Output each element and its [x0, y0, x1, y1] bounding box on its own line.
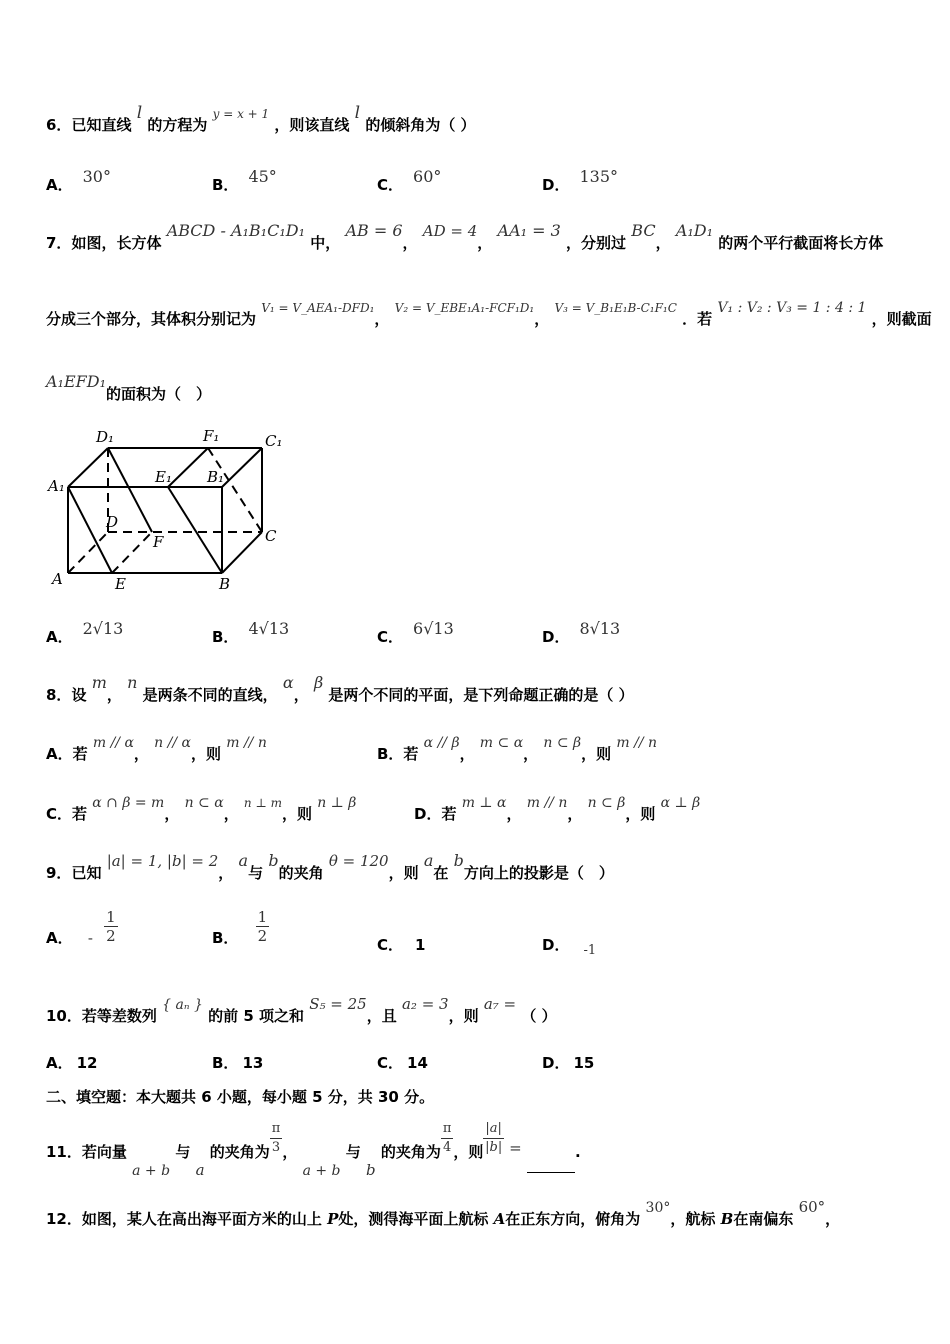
q8-option-d[interactable]: D．若 m ⊥ α， m // n， n ⊂ β，则 α ⊥ β	[414, 795, 701, 823]
label-a: A	[52, 570, 63, 588]
q9-option-c[interactable]: C． 1	[377, 936, 426, 954]
q7-number: 7．	[46, 234, 72, 252]
q8-option-b[interactable]: B．若 α // β， m ⊂ α， n ⊂ β，则 m // n	[377, 735, 658, 763]
label-a1: A₁	[48, 477, 65, 495]
section-2-title: 二、填空题：本大题共 6 小题，每小题 5 分，共 30 分。	[46, 1088, 435, 1106]
label-c: C	[265, 527, 277, 545]
q12-number: 12．	[46, 1210, 82, 1228]
hidden-edge-f1c	[208, 448, 262, 532]
q6-number: 6．	[46, 116, 72, 134]
cuboid-name: ABCD - A₁B₁C₁D₁	[166, 221, 305, 240]
q9-option-b[interactable]: B． $\frac{1}{2}$	[212, 908, 268, 947]
label-e1: E₁	[155, 468, 172, 486]
edge-a1d1	[68, 448, 108, 487]
q9-option-a[interactable]: A． - $\frac{1}{2}$	[46, 908, 116, 947]
volume-v3: V₃ = V_B₁E₁B-C₁F₁C	[554, 301, 677, 315]
q6-option-b[interactable]: B． 45°	[212, 167, 277, 194]
q11-number: 11．	[46, 1143, 82, 1161]
section-edge-e1b	[168, 487, 222, 573]
q10-option-a[interactable]: A． 12	[46, 1054, 98, 1072]
q10-stem: 10．若等差数列 { aₙ } 的前 5 项之和 S₅ = 25，且 a₂ = 3，则 a₇ = （ ）	[46, 995, 557, 1025]
volume-v1: V₁ = V_AEA₁-DFD₁	[261, 301, 375, 315]
label-d1: D₁	[96, 428, 115, 446]
hidden-edge-ef	[112, 532, 152, 573]
line-equation: y = x + 1	[212, 107, 270, 121]
q7-option-a[interactable]: A． 2√13	[46, 619, 124, 646]
q9-stem: 9．已知 |a| = 1, |b| = 2， a与 b的夹角 θ = 120，则 a在 b方向上的投影是（ ）	[46, 851, 614, 882]
q7-stem-line1: 7．如图，长方体 ABCD - A₁B₁C₁D₁ 中， AB = 6， AD = 4， AA₁ = 3 ，分别过 BC， A₁D₁ 的两个平行截面将长方体	[46, 221, 884, 252]
q7-stem-line2: 分成三个部分，其体积分别记为 $^{V_1 = V\_AEA_1-DFD_1}$， $^{V_2 = V\_EBE_1A_1-FCF_1D_1}$， $^{V_3 = V\_B_1E_1B-C_1F_1C}$ ．若 V₁ : V₂ : V₃ = 1 : 4 : 1 ，则截面	[46, 300, 932, 328]
q7-option-c[interactable]: C． 6√13	[377, 619, 454, 646]
label-f1: F₁	[203, 428, 220, 445]
edge-bc	[222, 532, 262, 573]
edge-b1c1	[222, 448, 262, 487]
label-c1: C₁	[265, 432, 283, 450]
q10-option-d[interactable]: D． 15	[542, 1054, 595, 1072]
q11-answer-blank[interactable]	[527, 1172, 575, 1173]
edge-e1f1	[168, 448, 208, 487]
q9-number: 9．	[46, 864, 72, 882]
volume-v2: V₂ = V_EBE₁A₁-FCF₁D₁	[394, 301, 535, 315]
q8-number: 8．	[46, 686, 72, 704]
q8-stem: 8．设 m， n 是两条不同的直线， α， β 是两个不同的平面，是下列命题正确的是（ ）	[46, 673, 634, 704]
q6-stem: 6．已知直线 l 的方程为 $^{y = x + 1}$ ，则该直线 l 的倾斜角为（ ）	[46, 103, 476, 134]
q6-option-a[interactable]: A． 30°	[46, 167, 111, 194]
label-b1: B₁	[207, 468, 225, 486]
q6-option-c[interactable]: C． 60°	[377, 167, 442, 194]
label-f: F	[153, 533, 164, 551]
label-e: E	[115, 575, 126, 593]
q10-option-b[interactable]: B． 13	[212, 1054, 264, 1072]
volume-ratio: V₁ : V₂ : V₃ = 1 : 4 : 1	[717, 300, 867, 316]
q8-option-a[interactable]: A．若 m // α， n // α，则 m // n	[46, 735, 267, 763]
label-d: D	[106, 513, 119, 531]
q7-option-b[interactable]: B． 4√13	[212, 619, 290, 646]
cuboid-figure	[46, 428, 296, 593]
label-b: B	[219, 575, 231, 593]
q7-stem-line3: A₁EFD₁的面积为（ ）	[46, 372, 212, 403]
q7-option-d[interactable]: D． 8√13	[542, 619, 621, 646]
q10-option-c[interactable]: C． 14	[377, 1054, 428, 1072]
q10-number: 10．	[46, 1007, 82, 1025]
section-name: A₁EFD₁	[46, 372, 106, 391]
q11-stem: 11．若向量 a + b 与 a 的夹角为 $\frac{\pi}{3}$ ， a + b 与 b 的夹角为 $\frac{\pi}{4}$ ，则 $\frac{|a|}{|b|}$ = .	[46, 1121, 581, 1179]
q9-option-d[interactable]: D． -1	[542, 936, 597, 958]
q12-stem: 12．如图，某人在高出海平面方米的山上 P处，测得海平面上航标 A在正东方向，俯角为 30°，航标 B在南偏东 60°，	[46, 1198, 841, 1228]
q8-option-c[interactable]: C．若 α ∩ β = m， n ⊂ α， $^{n \perp m}$，则 n ⊥ β	[46, 795, 357, 823]
line-l: l	[136, 103, 143, 123]
q6-option-d[interactable]: D． 135°	[542, 167, 618, 194]
